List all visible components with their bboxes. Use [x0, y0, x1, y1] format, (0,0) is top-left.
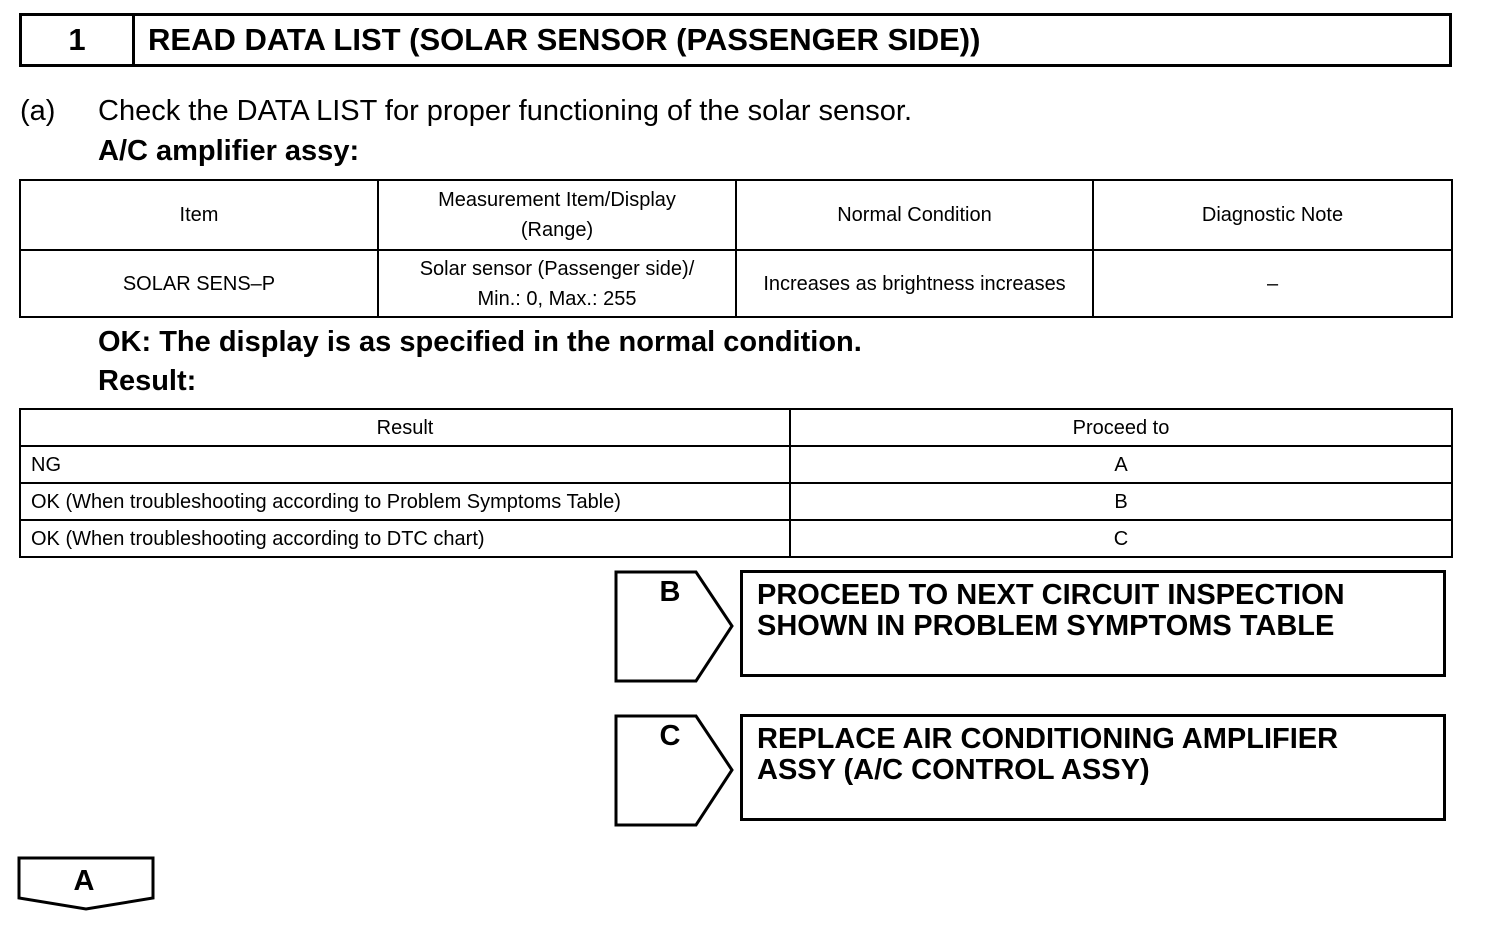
- arrow-c: [614, 714, 736, 827]
- result-heading: Result:: [98, 365, 197, 397]
- action-b-line1: PROCEED TO NEXT CIRCUIT INSPECTION: [757, 579, 1345, 611]
- table-row: [20, 446, 1452, 483]
- action-box-c: [740, 714, 1446, 821]
- header-proceed: Proceed to: [790, 409, 1452, 446]
- table-row: [20, 250, 1452, 317]
- subheading: A/C amplifier assy:: [98, 135, 360, 167]
- cell-normal: Increases as brightness increases: [736, 250, 1093, 317]
- step-number: 1: [22, 16, 135, 64]
- cell-note: –: [1093, 250, 1452, 317]
- header-note: Diagnostic Note: [1093, 180, 1452, 250]
- step-title: READ DATA LIST (SOLAR SENSOR (PASSENGER SIDE)): [148, 22, 981, 57]
- cell-measurement-line1: Solar sensor (Passenger side)/: [419, 257, 695, 280]
- step-header: [19, 13, 1452, 67]
- arrow-b-letter: B: [659, 576, 681, 608]
- header-normal: Normal Condition: [736, 180, 1093, 250]
- cell-item: SOLAR SENS–P: [20, 250, 378, 317]
- header-item: Item: [20, 180, 378, 250]
- header-measurement-line1: Measurement Item/Display: [438, 189, 676, 211]
- arrow-a-letter: A: [73, 865, 95, 897]
- cell-measurement: [378, 250, 736, 317]
- cell-measurement-line2: Min.: 0, Max.: 255: [477, 287, 637, 310]
- header-measurement-line2: (Range): [520, 219, 594, 241]
- instruction-text: Check the DATA LIST for proper functioning of the solar sensor.: [98, 95, 913, 127]
- result-table: [19, 408, 1453, 558]
- table-row: [20, 520, 1452, 557]
- result-cell: OK (When troubleshooting according to Problem Symptoms Table): [20, 483, 790, 520]
- proceed-cell: A: [790, 446, 1452, 483]
- result-header-row: [20, 409, 1452, 446]
- action-b-line2: SHOWN IN PROBLEM SYMPTOMS TABLE: [757, 610, 1335, 642]
- data-table-header-row: [20, 180, 1452, 250]
- header-result: Result: [20, 409, 790, 446]
- header-measurement: [378, 180, 736, 250]
- result-cell: OK (When troubleshooting according to DTC chart): [20, 520, 790, 557]
- table-row: [20, 483, 1452, 520]
- arrow-c-letter: C: [659, 720, 681, 752]
- arrow-a: [17, 856, 157, 914]
- result-cell: NG: [20, 446, 790, 483]
- action-c-line2: ASSY (A/C CONTROL ASSY): [757, 754, 1150, 786]
- proceed-cell: B: [790, 483, 1452, 520]
- action-box-b: [740, 570, 1446, 677]
- action-c-line1: REPLACE AIR CONDITIONING AMPLIFIER: [757, 723, 1339, 755]
- ok-text: OK: The display is as specified in the normal condition.: [98, 326, 862, 358]
- data-list-table: [19, 179, 1453, 318]
- arrow-b: [614, 570, 736, 683]
- proceed-cell: C: [790, 520, 1452, 557]
- instruction-label: (a): [20, 95, 56, 127]
